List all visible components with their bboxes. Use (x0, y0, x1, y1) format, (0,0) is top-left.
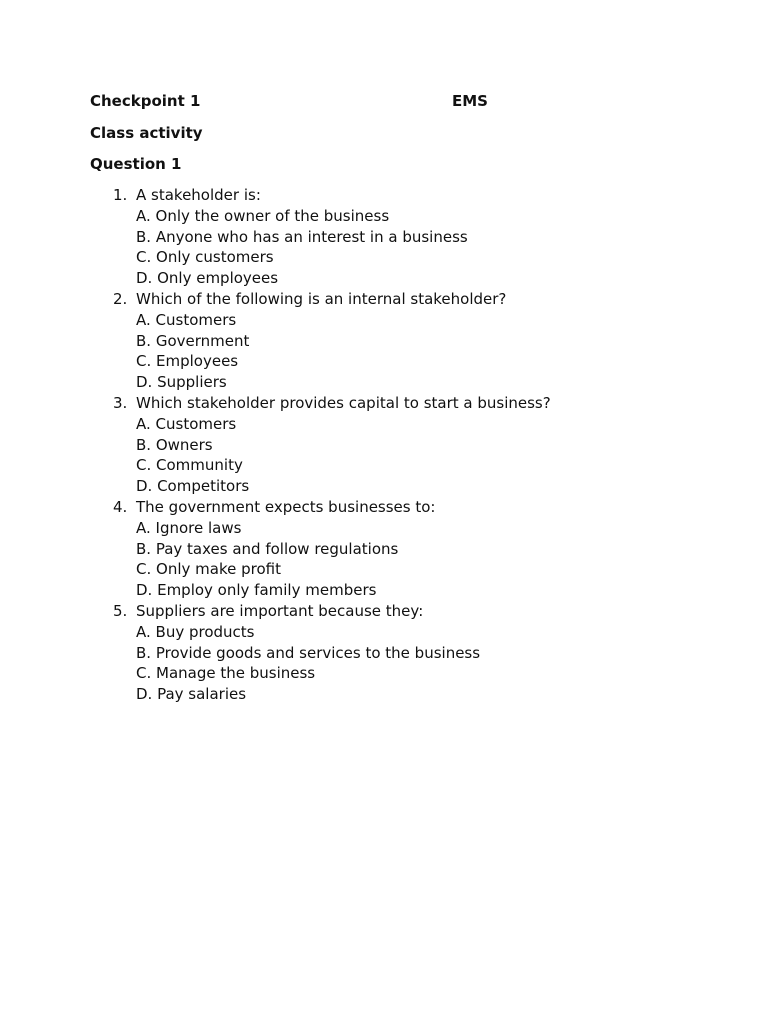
answer-option: A. Customers (136, 414, 237, 433)
question-number: 3. (113, 393, 128, 412)
answer-option: C. Community (136, 456, 243, 475)
answer-option: C. Manage the business (136, 664, 316, 683)
answer-option: A. Buy products (136, 622, 255, 641)
answer-option: A. Only the owner of the business (136, 206, 390, 225)
checkpoint-title: Checkpoint 1 (90, 92, 201, 110)
answer-option: B. Provide goods and services to the business (136, 643, 481, 662)
answer-option: B. Government (136, 331, 250, 350)
answer-option: D. Employ only family members (136, 581, 377, 600)
answer-option: C. Employees (136, 352, 239, 371)
answer-option: C. Only customers (136, 248, 274, 267)
answer-option: C. Only make profit (136, 560, 281, 579)
subject-label: EMS (452, 92, 488, 110)
question-item (0, 289, 768, 393)
answer-option: D. Suppliers (136, 373, 227, 392)
question-text: The government expects businesses to: (136, 497, 436, 516)
question-item (0, 185, 768, 289)
answer-option: A. Customers (136, 310, 237, 329)
question-number: 1. (113, 186, 128, 204)
question-number: 2. (113, 289, 128, 308)
answer-option: D. Pay salaries (136, 685, 247, 704)
class-activity-heading: Class activity (90, 124, 203, 142)
answer-option: B. Owners (136, 435, 213, 454)
question-text: Suppliers are important because they: (136, 601, 424, 620)
answer-option: A. Ignore laws (136, 518, 242, 537)
answer-option: B. Anyone who has an interest in a business (136, 227, 468, 246)
question-item (0, 497, 768, 601)
question-item (0, 601, 768, 705)
answer-option: D. Competitors (136, 477, 250, 496)
answer-option: D. Only employees (136, 269, 279, 288)
question-number: 5. (113, 601, 128, 620)
question-item (0, 393, 768, 497)
question-number: 4. (113, 497, 128, 516)
question-list (0, 185, 768, 705)
question-text: Which of the following is an internal stakeholder? (136, 289, 507, 308)
question-text: A stakeholder is: (136, 186, 261, 204)
answer-option: B. Pay taxes and follow regulations (136, 539, 399, 558)
question-text: Which stakeholder provides capital to start a business? (136, 393, 551, 412)
question-heading: Question 1 (90, 155, 182, 173)
